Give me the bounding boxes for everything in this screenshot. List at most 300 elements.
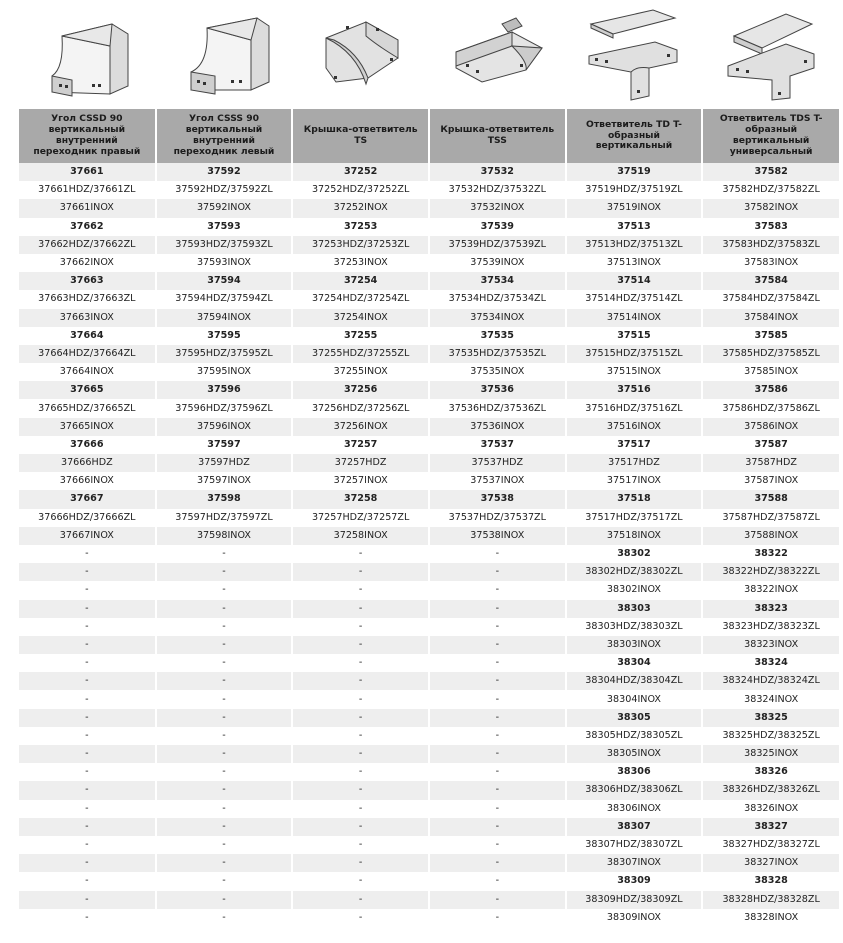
table-cell: 37255HDZ/37255ZL xyxy=(292,345,429,363)
column-header: Угол CSSD 90 вертикальный внутренний переходник правый xyxy=(19,109,156,163)
table-row xyxy=(19,527,839,545)
table-cell: 37539HDZ/37539ZL xyxy=(429,236,566,254)
table-cell: 38325INOX xyxy=(702,745,839,763)
table-cell: 37666INOX xyxy=(19,472,156,490)
table-cell: 37597HDZ xyxy=(156,454,293,472)
table-cell: 37666HDZ xyxy=(19,454,156,472)
table-row xyxy=(19,872,839,890)
table-cell: 37539INOX xyxy=(429,254,566,272)
table-cell: - xyxy=(429,800,566,818)
table-cell: - xyxy=(429,672,566,690)
table-cell: 38305HDZ/38305ZL xyxy=(566,727,703,745)
table-cell: 37667INOX xyxy=(19,527,156,545)
table-cell: - xyxy=(292,818,429,836)
table-cell: - xyxy=(156,672,293,690)
table-row xyxy=(19,490,839,508)
table-cell: 37585 xyxy=(702,327,839,345)
table-cell: 37597 xyxy=(156,436,293,454)
table-cell: - xyxy=(19,654,156,672)
table-cell: - xyxy=(292,545,429,563)
table-cell: 38324 xyxy=(702,654,839,672)
table-cell: 37536 xyxy=(429,381,566,399)
ts-cover-image xyxy=(292,0,429,108)
table-row xyxy=(19,309,839,327)
table-cell: - xyxy=(156,690,293,708)
table-cell: 37537HDZ xyxy=(429,454,566,472)
table-cell: 37586INOX xyxy=(702,418,839,436)
table-row xyxy=(19,236,839,254)
table-cell: - xyxy=(292,709,429,727)
table-cell: - xyxy=(429,618,566,636)
table-cell: - xyxy=(156,636,293,654)
table-cell: - xyxy=(292,672,429,690)
table-cell: - xyxy=(292,600,429,618)
table-row xyxy=(19,509,839,527)
table-row xyxy=(19,781,839,799)
table-cell: 37663INOX xyxy=(19,309,156,327)
table-cell: - xyxy=(292,854,429,872)
table-cell: 37596INOX xyxy=(156,418,293,436)
table-cell: 37597HDZ/37597ZL xyxy=(156,509,293,527)
table-cell: - xyxy=(19,781,156,799)
table-cell: 37597INOX xyxy=(156,472,293,490)
table-cell: 37258 xyxy=(292,490,429,508)
table-cell: - xyxy=(19,563,156,581)
table-cell: 37257 xyxy=(292,436,429,454)
table-cell: - xyxy=(19,836,156,854)
table-cell: 38302INOX xyxy=(566,581,703,599)
table-cell: - xyxy=(156,836,293,854)
table-cell: 37537HDZ/37537ZL xyxy=(429,509,566,527)
table-cell: 37595HDZ/37595ZL xyxy=(156,345,293,363)
table-cell: - xyxy=(156,709,293,727)
table-cell: 37258INOX xyxy=(292,527,429,545)
table-cell: - xyxy=(429,563,566,581)
product-images-row xyxy=(19,0,839,108)
table-row xyxy=(19,563,839,581)
table-row xyxy=(19,636,839,654)
table-cell: 38328INOX xyxy=(702,909,839,927)
table-cell: 38303 xyxy=(566,600,703,618)
table-row xyxy=(19,163,839,181)
table-cell: - xyxy=(19,818,156,836)
table-cell: - xyxy=(156,654,293,672)
table-cell: 38327INOX xyxy=(702,854,839,872)
table-cell: 37593HDZ/37593ZL xyxy=(156,236,293,254)
table-cell: 37667 xyxy=(19,490,156,508)
table-cell: 38323HDZ/38323ZL xyxy=(702,618,839,636)
table-cell: 38328HDZ/38328ZL xyxy=(702,891,839,909)
table-cell: - xyxy=(292,618,429,636)
table-cell: - xyxy=(156,581,293,599)
table-cell: 38303HDZ/38303ZL xyxy=(566,618,703,636)
table-cell: 37584HDZ/37584ZL xyxy=(702,290,839,308)
table-cell: - xyxy=(429,854,566,872)
table-cell: 37535 xyxy=(429,327,566,345)
table-cell: - xyxy=(156,727,293,745)
table-row xyxy=(19,745,839,763)
table-cell: 37532 xyxy=(429,163,566,181)
table-cell: 37662 xyxy=(19,218,156,236)
table-cell: 38306HDZ/38306ZL xyxy=(566,781,703,799)
table-cell: 38309HDZ/38309ZL xyxy=(566,891,703,909)
table-cell: 37664INOX xyxy=(19,363,156,381)
table-cell: 37666HDZ/37666ZL xyxy=(19,509,156,527)
table-cell: 37592HDZ/37592ZL xyxy=(156,181,293,199)
table-row xyxy=(19,399,839,417)
table-cell: - xyxy=(429,709,566,727)
table-cell: 38326INOX xyxy=(702,800,839,818)
table-cell: - xyxy=(292,872,429,890)
table-cell: 37515 xyxy=(566,327,703,345)
table-cell: 37516 xyxy=(566,381,703,399)
table-cell: 37536INOX xyxy=(429,418,566,436)
table-row xyxy=(19,727,839,745)
table-cell: - xyxy=(292,836,429,854)
table-cell: - xyxy=(19,800,156,818)
table-cell: 37534INOX xyxy=(429,309,566,327)
table-row xyxy=(19,600,839,618)
table-row xyxy=(19,909,839,927)
table-cell: 37585INOX xyxy=(702,363,839,381)
table-cell: 38327 xyxy=(702,818,839,836)
table-cell: 37583INOX xyxy=(702,254,839,272)
table-row xyxy=(19,800,839,818)
table-body xyxy=(19,163,839,927)
table-cell: 38305INOX xyxy=(566,745,703,763)
table-cell: 37254INOX xyxy=(292,309,429,327)
table-cell: - xyxy=(156,600,293,618)
table-cell: 37598INOX xyxy=(156,527,293,545)
table-cell: 38303INOX xyxy=(566,636,703,654)
table-cell: 38324HDZ/38324ZL xyxy=(702,672,839,690)
table-cell: 38305 xyxy=(566,709,703,727)
table-row xyxy=(19,690,839,708)
table-cell: 37534 xyxy=(429,272,566,290)
table-cell: - xyxy=(429,545,566,563)
table-cell: 37592INOX xyxy=(156,199,293,217)
td-tee-image xyxy=(566,0,703,108)
table-cell: 37256HDZ/37256ZL xyxy=(292,399,429,417)
table-cell: - xyxy=(429,690,566,708)
table-cell: 37664 xyxy=(19,327,156,345)
table-cell: - xyxy=(429,872,566,890)
table-cell: 37257HDZ xyxy=(292,454,429,472)
table-row xyxy=(19,654,839,672)
table-cell: 37665 xyxy=(19,381,156,399)
column-header: Ответвитель TDS T-образный вертикальный универсальный xyxy=(702,109,839,163)
table-cell: 38309 xyxy=(566,872,703,890)
table-cell: 37593INOX xyxy=(156,254,293,272)
table-cell: 37663 xyxy=(19,272,156,290)
table-cell: - xyxy=(292,745,429,763)
table-cell: 37513INOX xyxy=(566,254,703,272)
table-cell: 37582HDZ/37582ZL xyxy=(702,181,839,199)
table-cell: 38324INOX xyxy=(702,690,839,708)
csss-corner-drawing xyxy=(169,6,279,102)
table-cell: 37583 xyxy=(702,218,839,236)
table-cell: 37582 xyxy=(702,163,839,181)
table-row xyxy=(19,218,839,236)
table-cell: 38328 xyxy=(702,872,839,890)
table-cell: 37538 xyxy=(429,490,566,508)
table-cell: 37253 xyxy=(292,218,429,236)
table-cell: 37519 xyxy=(566,163,703,181)
table-cell: - xyxy=(19,672,156,690)
table-cell: - xyxy=(19,854,156,872)
table-cell: - xyxy=(19,727,156,745)
table-cell: 37588INOX xyxy=(702,527,839,545)
table-cell: - xyxy=(429,763,566,781)
table-cell: 37256 xyxy=(292,381,429,399)
table-cell: 37592 xyxy=(156,163,293,181)
table-cell: 37665INOX xyxy=(19,418,156,436)
table-cell: 38325 xyxy=(702,709,839,727)
table-cell: 38304INOX xyxy=(566,690,703,708)
tds-tee-drawing xyxy=(716,6,826,102)
table-cell: 37594HDZ/37594ZL xyxy=(156,290,293,308)
table-cell: 38307INOX xyxy=(566,854,703,872)
table-row xyxy=(19,345,839,363)
table-row xyxy=(19,581,839,599)
table-cell: 37661HDZ/37661ZL xyxy=(19,181,156,199)
table-cell: 37517HDZ/37517ZL xyxy=(566,509,703,527)
table-cell: 37587HDZ xyxy=(702,454,839,472)
cssd-corner-drawing xyxy=(32,6,142,102)
table-cell: - xyxy=(429,909,566,927)
table-cell: 37662INOX xyxy=(19,254,156,272)
table-cell: 37535INOX xyxy=(429,363,566,381)
table-cell: - xyxy=(156,763,293,781)
table-cell: 38323 xyxy=(702,600,839,618)
table-cell: 38322 xyxy=(702,545,839,563)
table-cell: 37586HDZ/37586ZL xyxy=(702,399,839,417)
table-cell: 37537INOX xyxy=(429,472,566,490)
table-row xyxy=(19,818,839,836)
table-cell: - xyxy=(292,690,429,708)
table-cell: 37255 xyxy=(292,327,429,345)
table-cell: - xyxy=(156,872,293,890)
table-cell: - xyxy=(429,727,566,745)
table-cell: 37516HDZ/37516ZL xyxy=(566,399,703,417)
table-cell: - xyxy=(292,800,429,818)
table-cell: 37585HDZ/37585ZL xyxy=(702,345,839,363)
table-cell: 37661INOX xyxy=(19,199,156,217)
table-cell: 38322HDZ/38322ZL xyxy=(702,563,839,581)
product-codes-table xyxy=(19,109,839,927)
table-cell: - xyxy=(156,745,293,763)
table-cell: 37252INOX xyxy=(292,199,429,217)
table-row xyxy=(19,381,839,399)
table-cell: 37515HDZ/37515ZL xyxy=(566,345,703,363)
table-cell: 38302 xyxy=(566,545,703,563)
table-cell: - xyxy=(19,763,156,781)
table-cell: 37664HDZ/37664ZL xyxy=(19,345,156,363)
table-row xyxy=(19,327,839,345)
cssd-corner-image xyxy=(19,0,156,108)
table-cell: - xyxy=(19,581,156,599)
table-cell: 37596HDZ/37596ZL xyxy=(156,399,293,417)
table-cell: - xyxy=(429,654,566,672)
table-row xyxy=(19,709,839,727)
table-cell: 38326HDZ/38326ZL xyxy=(702,781,839,799)
table-row xyxy=(19,418,839,436)
table-cell: 37519INOX xyxy=(566,199,703,217)
table-cell: - xyxy=(156,909,293,927)
column-header: Ответвитель TD T-образный вертикальный xyxy=(566,109,703,163)
table-cell: - xyxy=(156,563,293,581)
table-cell: 37519HDZ/37519ZL xyxy=(566,181,703,199)
table-cell: - xyxy=(429,581,566,599)
table-cell: - xyxy=(19,600,156,618)
table-cell: 37586 xyxy=(702,381,839,399)
table-cell: - xyxy=(429,818,566,836)
table-cell: 38302HDZ/38302ZL xyxy=(566,563,703,581)
table-cell: - xyxy=(292,654,429,672)
table-cell: 37662HDZ/37662ZL xyxy=(19,236,156,254)
td-tee-drawing xyxy=(579,6,689,102)
column-header: Крышка-ответвитель TSS xyxy=(429,109,566,163)
table-cell: 37517INOX xyxy=(566,472,703,490)
table-cell: 37584INOX xyxy=(702,309,839,327)
table-cell: 38306INOX xyxy=(566,800,703,818)
table-cell: - xyxy=(292,781,429,799)
table-cell: 37587HDZ/37587ZL xyxy=(702,509,839,527)
table-cell: 37514HDZ/37514ZL xyxy=(566,290,703,308)
table-cell: 37518 xyxy=(566,490,703,508)
csss-corner-image xyxy=(156,0,293,108)
table-header-row xyxy=(19,109,839,163)
table-cell: - xyxy=(429,836,566,854)
table-row xyxy=(19,272,839,290)
table-cell: 37536HDZ/37536ZL xyxy=(429,399,566,417)
table-cell: 37257INOX xyxy=(292,472,429,490)
table-row xyxy=(19,672,839,690)
table-cell: - xyxy=(19,690,156,708)
table-row xyxy=(19,891,839,909)
table-row xyxy=(19,254,839,272)
table-cell: 37256INOX xyxy=(292,418,429,436)
table-cell: 37538INOX xyxy=(429,527,566,545)
table-cell: 37584 xyxy=(702,272,839,290)
table-cell: - xyxy=(19,618,156,636)
table-cell: 37534HDZ/37534ZL xyxy=(429,290,566,308)
table-cell: 37535HDZ/37535ZL xyxy=(429,345,566,363)
table-row xyxy=(19,199,839,217)
table-cell: - xyxy=(19,709,156,727)
table-cell: - xyxy=(156,854,293,872)
table-cell: - xyxy=(156,891,293,909)
table-cell: - xyxy=(292,563,429,581)
table-cell: 37255INOX xyxy=(292,363,429,381)
table-cell: 37587INOX xyxy=(702,472,839,490)
table-cell: 37254HDZ/37254ZL xyxy=(292,290,429,308)
tds-tee-image xyxy=(702,0,839,108)
table-cell: - xyxy=(292,581,429,599)
table-cell: - xyxy=(429,745,566,763)
column-header: Крышка-ответвитель TS xyxy=(292,109,429,163)
table-cell: 37596 xyxy=(156,381,293,399)
table-cell: - xyxy=(19,636,156,654)
table-cell: 37516INOX xyxy=(566,418,703,436)
table-cell: 37514 xyxy=(566,272,703,290)
tss-cover-drawing xyxy=(442,6,552,102)
table-cell: 38304HDZ/38304ZL xyxy=(566,672,703,690)
table-cell: 37515INOX xyxy=(566,363,703,381)
table-cell: - xyxy=(19,745,156,763)
table-row xyxy=(19,472,839,490)
table-cell: 37518INOX xyxy=(566,527,703,545)
table-row xyxy=(19,618,839,636)
table-row xyxy=(19,181,839,199)
table-cell: - xyxy=(19,891,156,909)
table-cell: - xyxy=(292,636,429,654)
table-cell: 37532HDZ/37532ZL xyxy=(429,181,566,199)
table-cell: - xyxy=(429,891,566,909)
table-cell: - xyxy=(156,781,293,799)
table-cell: 37514INOX xyxy=(566,309,703,327)
table-cell: 38304 xyxy=(566,654,703,672)
table-cell: 37257HDZ/37257ZL xyxy=(292,509,429,527)
table-cell: 37252 xyxy=(292,163,429,181)
table-row xyxy=(19,454,839,472)
table-cell: 37513 xyxy=(566,218,703,236)
table-row xyxy=(19,545,839,563)
ts-cover-drawing xyxy=(306,6,416,102)
table-cell: 37254 xyxy=(292,272,429,290)
table-cell: 38323INOX xyxy=(702,636,839,654)
table-cell: 37594 xyxy=(156,272,293,290)
table-cell: - xyxy=(292,727,429,745)
column-header: Угол CSSS 90 вертикальный внутренний переходник левый xyxy=(156,109,293,163)
table-row xyxy=(19,363,839,381)
table-cell: 37595INOX xyxy=(156,363,293,381)
table-row xyxy=(19,436,839,454)
table-cell: 38307HDZ/38307ZL xyxy=(566,836,703,854)
table-cell: - xyxy=(156,545,293,563)
tss-cover-image xyxy=(429,0,566,108)
table-cell: - xyxy=(292,763,429,781)
table-cell: - xyxy=(19,909,156,927)
table-cell: 37594INOX xyxy=(156,309,293,327)
table-cell: 38306 xyxy=(566,763,703,781)
table-cell: - xyxy=(292,909,429,927)
table-row xyxy=(19,763,839,781)
table-cell: 37661 xyxy=(19,163,156,181)
table-cell: 37663HDZ/37663ZL xyxy=(19,290,156,308)
table-cell: - xyxy=(292,891,429,909)
table-cell: 37595 xyxy=(156,327,293,345)
table-cell: 38322INOX xyxy=(702,581,839,599)
table-cell: 37583HDZ/37583ZL xyxy=(702,236,839,254)
table-cell: - xyxy=(429,781,566,799)
table-cell: - xyxy=(156,800,293,818)
table-cell: - xyxy=(429,636,566,654)
table-cell: - xyxy=(156,818,293,836)
table-cell: 37588 xyxy=(702,490,839,508)
table-cell: 37537 xyxy=(429,436,566,454)
table-cell: 37539 xyxy=(429,218,566,236)
table-cell: 37517 xyxy=(566,436,703,454)
table-cell: 37253HDZ/37253ZL xyxy=(292,236,429,254)
table-cell: 37593 xyxy=(156,218,293,236)
table-row xyxy=(19,290,839,308)
table-cell: 38309INOX xyxy=(566,909,703,927)
table-cell: 37582INOX xyxy=(702,199,839,217)
table-cell: 37252HDZ/37252ZL xyxy=(292,181,429,199)
table-cell: - xyxy=(429,600,566,618)
table-cell: 38326 xyxy=(702,763,839,781)
